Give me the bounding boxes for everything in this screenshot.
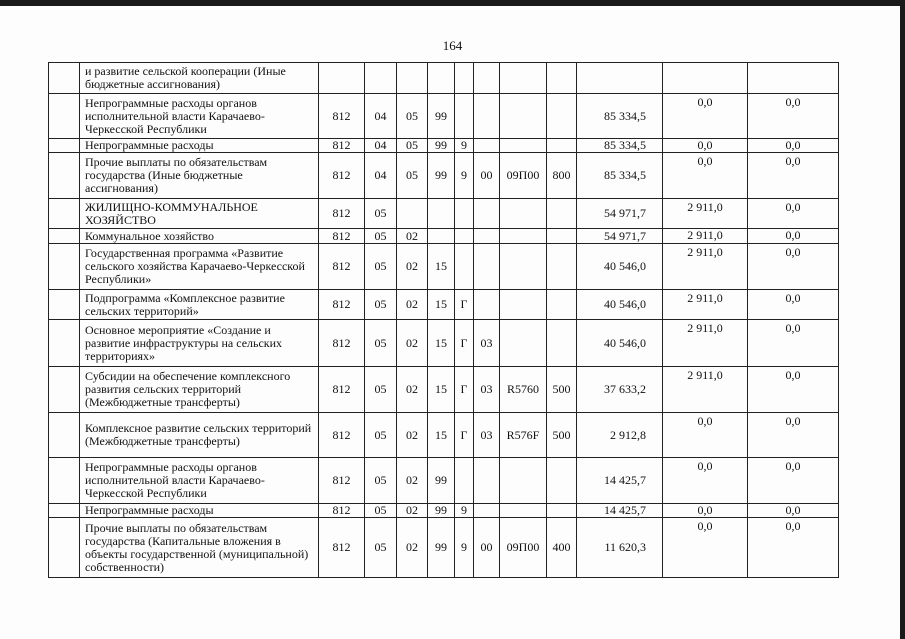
scan-border-right (900, 0, 905, 639)
expense-type-cell: 400 (547, 518, 577, 578)
subsection-code-cell: 05 (397, 139, 428, 153)
section-code-cell: 05 (365, 458, 397, 504)
admin-code-cell: 812 (319, 244, 365, 290)
amount-2-cell: 2 911,0 (663, 367, 748, 413)
amount-1-cell: 37 633,2 (577, 367, 663, 413)
section-code-cell: 05 (365, 290, 397, 320)
amount-3-cell: 0,0 (748, 229, 839, 244)
target-code-1-cell: 99 (428, 504, 455, 518)
expense-type-cell (547, 199, 577, 229)
target-code-1-cell: 99 (428, 518, 455, 578)
target-code-4-cell (500, 320, 547, 367)
target-code-2-cell: Г (455, 413, 474, 458)
target-code-2-cell (455, 199, 474, 229)
amount-3-cell: 0,0 (748, 320, 839, 367)
target-code-1-cell: 15 (428, 367, 455, 413)
target-code-3-cell (474, 63, 500, 94)
target-code-1-cell: 15 (428, 244, 455, 290)
target-code-1-cell: 15 (428, 320, 455, 367)
row-name-cell: Непрограммные расходы (80, 504, 319, 518)
admin-code-cell: 812 (319, 504, 365, 518)
amount-3-cell: 0,0 (748, 413, 839, 458)
target-code-3-cell: 00 (474, 153, 500, 199)
row-name-cell: Прочие выплаты по обязательствам государства (Иные бюджетные ассигнования) (80, 153, 319, 199)
row-name-cell: Субсидии на обеспечение комплексного развития сельских территорий (Межбюджетные трансферты) (80, 367, 319, 413)
amount-2-cell: 2 911,0 (663, 290, 748, 320)
target-code-1-cell: 99 (428, 139, 455, 153)
expense-type-cell (547, 320, 577, 367)
subsection-code-cell: 02 (397, 290, 428, 320)
row-name-cell: ЖИЛИЩНО-КОММУНАЛЬНОЕ ХОЗЯЙСТВО (80, 199, 319, 229)
admin-code-cell: 812 (319, 320, 365, 367)
amount-2-cell: 0,0 (663, 518, 748, 578)
subsection-code-cell (397, 199, 428, 229)
expense-type-cell: 500 (547, 367, 577, 413)
row-margin-cell (49, 153, 80, 199)
admin-code-cell: 812 (319, 413, 365, 458)
target-code-3-cell (474, 458, 500, 504)
target-code-3-cell (474, 229, 500, 244)
subsection-code-cell: 05 (397, 153, 428, 199)
table-row (49, 63, 839, 94)
row-margin-cell (49, 199, 80, 229)
amount-1-cell: 2 912,8 (577, 413, 663, 458)
row-margin-cell (49, 458, 80, 504)
target-code-3-cell: 03 (474, 413, 500, 458)
subsection-code-cell (397, 63, 428, 94)
amount-1-cell: 40 546,0 (577, 244, 663, 290)
admin-code-cell: 812 (319, 458, 365, 504)
amount-2-cell: 2 911,0 (663, 244, 748, 290)
section-code-cell: 05 (365, 320, 397, 367)
amount-1-cell (577, 63, 663, 94)
target-code-4-cell: 09П00 (500, 153, 547, 199)
amount-1-cell: 14 425,7 (577, 504, 663, 518)
row-name-cell: Подпрограмма «Комплексное развитие сельских территорий» (80, 290, 319, 320)
expense-type-cell (547, 504, 577, 518)
section-code-cell: 05 (365, 413, 397, 458)
target-code-4-cell (500, 244, 547, 290)
expense-type-cell: 800 (547, 153, 577, 199)
expense-type-cell (547, 139, 577, 153)
table-row (49, 244, 839, 290)
table-row (49, 229, 839, 244)
section-code-cell: 05 (365, 504, 397, 518)
amount-1-cell: 11 620,3 (577, 518, 663, 578)
expense-type-cell (547, 94, 577, 139)
row-name-cell: Прочие выплаты по обязательствам государства (Капитальные вложения в объекты государственной (муниципальной) собственности) (80, 518, 319, 578)
subsection-code-cell: 02 (397, 458, 428, 504)
target-code-3-cell: 00 (474, 518, 500, 578)
row-name-cell: Непрограммные расходы органов исполнительной власти Карачаево-Черкесской Республики (80, 458, 319, 504)
table-row (49, 153, 839, 199)
target-code-2-cell: Г (455, 290, 474, 320)
row-margin-cell (49, 139, 80, 153)
scan-border-top (0, 0, 905, 6)
section-code-cell: 04 (365, 139, 397, 153)
target-code-1-cell: 99 (428, 458, 455, 504)
amount-3-cell: 0,0 (748, 244, 839, 290)
amount-2-cell: 2 911,0 (663, 320, 748, 367)
admin-code-cell: 812 (319, 290, 365, 320)
amount-3-cell: 0,0 (748, 290, 839, 320)
target-code-2-cell (455, 63, 474, 94)
table-row (49, 413, 839, 458)
admin-code-cell: 812 (319, 94, 365, 139)
target-code-2-cell: Г (455, 367, 474, 413)
budget-table (48, 62, 839, 578)
expense-type-cell (547, 63, 577, 94)
amount-1-cell: 85 334,5 (577, 94, 663, 139)
target-code-4-cell: R5760 (500, 367, 547, 413)
amount-2-cell: 2 911,0 (663, 229, 748, 244)
table-row (49, 367, 839, 413)
target-code-3-cell (474, 504, 500, 518)
admin-code-cell: 812 (319, 199, 365, 229)
target-code-3-cell: 03 (474, 320, 500, 367)
row-margin-cell (49, 518, 80, 578)
target-code-1-cell (428, 229, 455, 244)
subsection-code-cell: 05 (397, 94, 428, 139)
target-code-3-cell (474, 244, 500, 290)
amount-2-cell: 0,0 (663, 153, 748, 199)
target-code-2-cell: Г (455, 320, 474, 367)
row-name-cell: Комплексное развитие сельских территорий (Межбюджетные трансферты) (80, 413, 319, 458)
target-code-2-cell: 9 (455, 518, 474, 578)
target-code-3-cell (474, 94, 500, 139)
row-name-cell: Коммунальное хозяйство (80, 229, 319, 244)
amount-3-cell: 0,0 (748, 139, 839, 153)
target-code-2-cell: 9 (455, 139, 474, 153)
amount-1-cell: 54 971,7 (577, 229, 663, 244)
amount-3-cell: 0,0 (748, 199, 839, 229)
amount-3-cell: 0,0 (748, 94, 839, 139)
section-code-cell: 05 (365, 229, 397, 244)
section-code-cell: 05 (365, 518, 397, 578)
amount-1-cell: 54 971,7 (577, 199, 663, 229)
table-row (49, 94, 839, 139)
subsection-code-cell: 02 (397, 229, 428, 244)
amount-2-cell: 0,0 (663, 413, 748, 458)
table-row (49, 199, 839, 229)
admin-code-cell: 812 (319, 153, 365, 199)
table-row (49, 518, 839, 578)
section-code-cell: 05 (365, 367, 397, 413)
target-code-4-cell: R576F (500, 413, 547, 458)
target-code-1-cell (428, 63, 455, 94)
section-code-cell: 05 (365, 244, 397, 290)
target-code-4-cell (500, 290, 547, 320)
target-code-2-cell (455, 244, 474, 290)
expense-type-cell (547, 244, 577, 290)
target-code-2-cell (455, 94, 474, 139)
amount-3-cell: 0,0 (748, 504, 839, 518)
subsection-code-cell: 02 (397, 367, 428, 413)
budget-table-body (49, 63, 839, 578)
row-margin-cell (49, 320, 80, 367)
row-name-cell: Непрограммные расходы (80, 139, 319, 153)
amount-2-cell: 2 911,0 (663, 199, 748, 229)
target-code-3-cell: 03 (474, 367, 500, 413)
admin-code-cell: 812 (319, 139, 365, 153)
target-code-4-cell (500, 504, 547, 518)
expense-type-cell: 500 (547, 413, 577, 458)
table-row (49, 504, 839, 518)
subsection-code-cell: 02 (397, 320, 428, 367)
row-margin-cell (49, 244, 80, 290)
table-row (49, 458, 839, 504)
row-name-cell: и развитие сельской кооперации (Иные бюджетные ассигнования) (80, 63, 319, 94)
table-row (49, 139, 839, 153)
amount-3-cell (748, 63, 839, 94)
row-margin-cell (49, 63, 80, 94)
target-code-3-cell (474, 290, 500, 320)
admin-code-cell: 812 (319, 229, 365, 244)
expense-type-cell (547, 458, 577, 504)
target-code-1-cell: 15 (428, 290, 455, 320)
row-margin-cell (49, 94, 80, 139)
table-row (49, 320, 839, 367)
row-margin-cell (49, 290, 80, 320)
amount-1-cell: 40 546,0 (577, 290, 663, 320)
target-code-2-cell: 9 (455, 504, 474, 518)
amount-2-cell: 0,0 (663, 94, 748, 139)
admin-code-cell (319, 63, 365, 94)
amount-3-cell: 0,0 (748, 367, 839, 413)
target-code-1-cell: 99 (428, 153, 455, 199)
amount-1-cell: 14 425,7 (577, 458, 663, 504)
section-code-cell: 04 (365, 153, 397, 199)
amount-2-cell: 0,0 (663, 139, 748, 153)
target-code-4-cell (500, 199, 547, 229)
target-code-4-cell (500, 229, 547, 244)
target-code-4-cell (500, 94, 547, 139)
row-name-cell: Государственная программа «Развитие сельского хозяйства Карачаево-Черкесской Республики» (80, 244, 319, 290)
admin-code-cell: 812 (319, 367, 365, 413)
subsection-code-cell: 02 (397, 413, 428, 458)
target-code-2-cell (455, 229, 474, 244)
amount-1-cell: 85 334,5 (577, 153, 663, 199)
section-code-cell: 04 (365, 94, 397, 139)
target-code-4-cell: 09П00 (500, 518, 547, 578)
amount-2-cell: 0,0 (663, 504, 748, 518)
page-number: 164 (442, 38, 463, 53)
amount-2-cell: 0,0 (663, 458, 748, 504)
target-code-3-cell (474, 199, 500, 229)
row-margin-cell (49, 413, 80, 458)
row-margin-cell (49, 504, 80, 518)
target-code-4-cell (500, 458, 547, 504)
section-code-cell: 05 (365, 199, 397, 229)
expense-type-cell (547, 290, 577, 320)
section-code-cell (365, 63, 397, 94)
row-name-cell: Непрограммные расходы органов исполнительной власти Карачаево-Черкесской Республики (80, 94, 319, 139)
table-row (49, 290, 839, 320)
subsection-code-cell: 02 (397, 504, 428, 518)
target-code-2-cell: 9 (455, 153, 474, 199)
amount-1-cell: 40 546,0 (577, 320, 663, 367)
amount-1-cell: 85 334,5 (577, 139, 663, 153)
admin-code-cell: 812 (319, 518, 365, 578)
subsection-code-cell: 02 (397, 518, 428, 578)
row-margin-cell (49, 367, 80, 413)
target-code-2-cell (455, 458, 474, 504)
subsection-code-cell: 02 (397, 244, 428, 290)
expense-type-cell (547, 229, 577, 244)
amount-3-cell: 0,0 (748, 518, 839, 578)
target-code-4-cell (500, 139, 547, 153)
amount-3-cell: 0,0 (748, 153, 839, 199)
amount-2-cell (663, 63, 748, 94)
target-code-4-cell (500, 63, 547, 94)
target-code-3-cell (474, 139, 500, 153)
target-code-1-cell (428, 199, 455, 229)
target-code-1-cell: 99 (428, 94, 455, 139)
row-name-cell: Основное мероприятие «Создание и развитие инфраструктуры на сельских территориях» (80, 320, 319, 367)
row-margin-cell (49, 229, 80, 244)
amount-3-cell: 0,0 (748, 458, 839, 504)
target-code-1-cell: 15 (428, 413, 455, 458)
